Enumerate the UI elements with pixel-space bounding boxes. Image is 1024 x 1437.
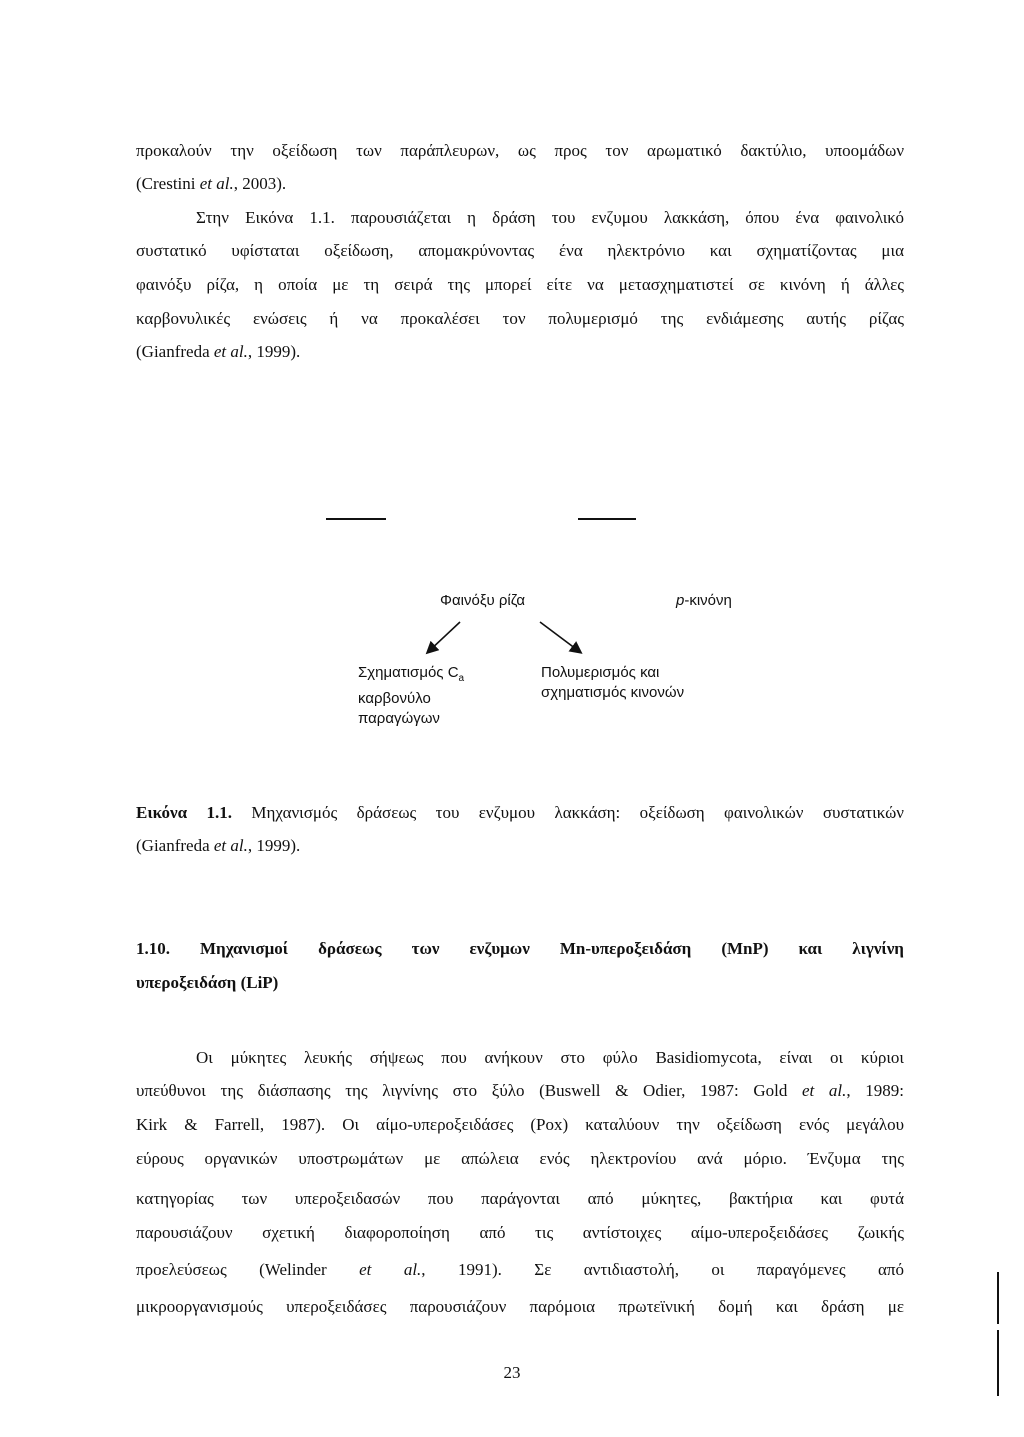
structure-line xyxy=(578,518,636,520)
section-heading-cont: υπεροξειδάση (LiP) xyxy=(136,973,279,992)
figure-caption-cont: (Gianfreda et al., 1999). xyxy=(136,836,301,855)
text-line: συστατικό υφίσταται οξείδωση, απομακρύνοντας ένα ηλεκτρόνιο και σχηματίζοντας μια xyxy=(136,241,904,260)
structure-line xyxy=(326,518,386,520)
text-line: Οι μύκητες λευκής σήψεως που ανήκουν στο φύλο Basidiomycota, είναι οι κύριοι xyxy=(196,1048,904,1067)
text-line: Kirk & Farrell, 1987). Οι αίμο-υπεροξειδάσες (Pox) καταλύουν την οξείδωση ενός μεγάλου xyxy=(136,1115,904,1134)
phenoxy-radical-label: Φαινόξυ ρίζα xyxy=(440,592,526,609)
reaction-arrows xyxy=(420,618,610,660)
text-line: προελεύσεως (Welinder et al., 1991). Σε αντιδιαστολή, οι παραγόμενες από xyxy=(136,1260,904,1279)
text-line: παρουσιάζουν σχετική διαφοροποίηση από τις αντίστοιχες αίμο-υπεροξειδάσες ζωικής xyxy=(136,1223,904,1242)
text-line: (Gianfreda et al., 1999). xyxy=(136,342,301,361)
text-line: καρβονυλικές ενώσεις ή να προκαλέσει τον πολυμερισμό της ενδιάμεσης αυτής ρίζας xyxy=(136,309,904,328)
figure-caption: Εικόνα 1.1. Μηχανισμός δράσεως του ενζυμου λακκάση: οξείδωση φαινολικών συστατικών xyxy=(136,803,904,822)
quinone-label: p-κινόνη xyxy=(676,592,732,609)
margin-bar xyxy=(997,1272,999,1324)
carbonyl-products-label: Σχηματισμός $C_a$ καρβονύλο παραγώγων xyxy=(358,664,465,727)
arrow-left xyxy=(428,622,460,652)
text-line: φαινόξυ ρίζα, η οποία με τη σειρά της μπορεί είτε να μετασχηματιστεί σε κινόνη ή άλλες xyxy=(136,275,904,294)
text-line: κατηγορίας των υπεροξειδασών που παράγονται από μύκητες, βακτήρια και φυτά xyxy=(136,1189,904,1208)
margin-bar xyxy=(997,1330,999,1396)
text-line: προκαλούν την οξείδωση των παράπλευρων, ως προς τον αρωματικό δακτύλιο, υποομάδων xyxy=(136,141,904,160)
page-number: 23 xyxy=(503,1363,521,1382)
text-line: εύρους οργανικών υποστρωμάτων με απώλεια ενός ηλεκτρονίου ανά μόριο. Ένζυμα της xyxy=(136,1149,904,1168)
section-heading: 1.10. Μηχανισμοί δράσεως των ενζυμων Mn-υπεροξειδάση (MnP) και λιγνίνη xyxy=(136,939,904,958)
polymerization-label: Πολυμερισμός και σχηματισμός κινονών xyxy=(541,664,685,701)
arrow-right xyxy=(540,622,580,652)
text-line: (Crestini et al., 2003). xyxy=(136,174,287,193)
text-line: Στην Εικόνα 1.1. παρουσιάζεται η δράση του ενζυμου λακκάση, όπου ένα φαινολικό xyxy=(196,208,904,227)
text-line: υπεύθυνοι της διάσπασης της λιγνίνης στο ξύλο (Buswell & Odier, 1987: Gold et al., 1989: xyxy=(136,1081,904,1100)
text-line: μικροοργανισμούς υπεροξειδάσες παρουσιάζουν παρόμοια πρωτεϊνική δομή και δράση με xyxy=(136,1297,904,1316)
